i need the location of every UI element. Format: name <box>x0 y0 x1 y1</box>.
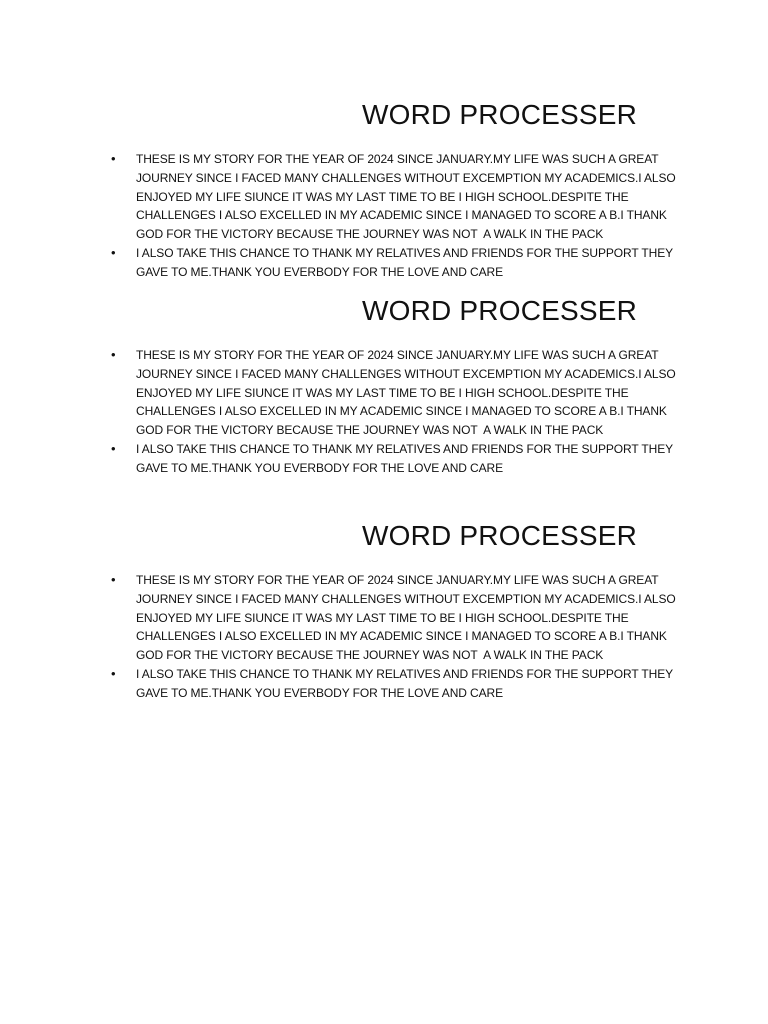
list-item-text: THESE IS MY STORY FOR THE YEAR OF 2024 SINCE JANUARY.MY LIFE WAS SUCH A GREAT JOURNEY SINCE I FACED MANY CHALLENGES WITHOUT EXCEMPTION MY ACADEMICS.I ALSO ENJOYED MY LIFE SIUNCE IT WAS MY LAST TIME TO BE I HIGH SCHOOL.DESPITE THE CHALLENGES I ALSO EXCELLED IN MY ACADEMIC SINCE I MANAGED TO SCORE A B.I THANK GOD FOR THE VICTORY BECAUSE THE JOURNEY WAS NOT A WALK IN THE PACK <box>136 348 679 438</box>
bullet-icon: • <box>111 347 116 362</box>
bullet-icon: • <box>111 151 116 166</box>
section-heading: WORD PROCESSER <box>362 99 638 130</box>
list-item <box>0 440 676 478</box>
list-item-text: THESE IS MY STORY FOR THE YEAR OF 2024 SINCE JANUARY.MY LIFE WAS SUCH A GREAT JOURNEY SINCE I FACED MANY CHALLENGES WITHOUT EXCEMPTION MY ACADEMICS.I ALSO ENJOYED MY LIFE SIUNCE IT WAS MY LAST TIME TO BE I HIGH SCHOOL.DESPITE THE CHALLENGES I ALSO EXCELLED IN MY ACADEMIC SINCE I MANAGED TO SCORE A B.I THANK GOD FOR THE VICTORY BECAUSE THE JOURNEY WAS NOT A WALK IN THE PACK <box>136 573 679 663</box>
list-item-text: I ALSO TAKE THIS CHANCE TO THANK MY RELATIVES AND FRIENDS FOR THE SUPPORT THEY GAVE TO ME.THANK YOU EVERBODY FOR THE LOVE AND CARE <box>136 245 677 279</box>
bullet-list <box>0 571 768 703</box>
bullet-icon: • <box>111 244 116 260</box>
list-item-text: THESE IS MY STORY FOR THE YEAR OF 2024 SINCE JANUARY.MY LIFE WAS SUCH A GREAT JOURNEY SINCE I FACED MANY CHALLENGES WITHOUT EXCEMPTION MY ACADEMICS.I ALSO ENJOYED MY LIFE SIUNCE IT WAS MY LAST TIME TO BE I HIGH SCHOOL.DESPITE THE CHALLENGES I ALSO EXCELLED IN MY ACADEMIC SINCE I MANAGED TO SCORE A B.I THANK GOD FOR THE VICTORY BECAUSE THE JOURNEY WAS NOT A WALK IN THE PACK <box>136 152 679 242</box>
list-item-text: I ALSO TAKE THIS CHANCE TO THANK MY RELATIVES AND FRIENDS FOR THE SUPPORT THEY GAVE TO ME.THANK YOU EVERBODY FOR THE LOVE AND CARE <box>136 441 677 475</box>
bullet-icon: • <box>111 440 116 456</box>
bullet-icon: • <box>111 572 116 587</box>
bullet-icon: • <box>111 665 116 681</box>
list-item <box>0 665 676 703</box>
list-item <box>0 346 679 440</box>
section-heading: WORD PROCESSER <box>362 295 638 326</box>
list-item-text: I ALSO TAKE THIS CHANCE TO THANK MY RELATIVES AND FRIENDS FOR THE SUPPORT THEY GAVE TO ME.THANK YOU EVERBODY FOR THE LOVE AND CARE <box>136 666 677 700</box>
section-heading: WORD PROCESSER <box>362 520 638 551</box>
list-item <box>0 571 679 665</box>
list-item <box>0 244 676 282</box>
bullet-list <box>0 346 768 478</box>
list-item <box>0 150 679 244</box>
bullet-list <box>0 150 768 282</box>
